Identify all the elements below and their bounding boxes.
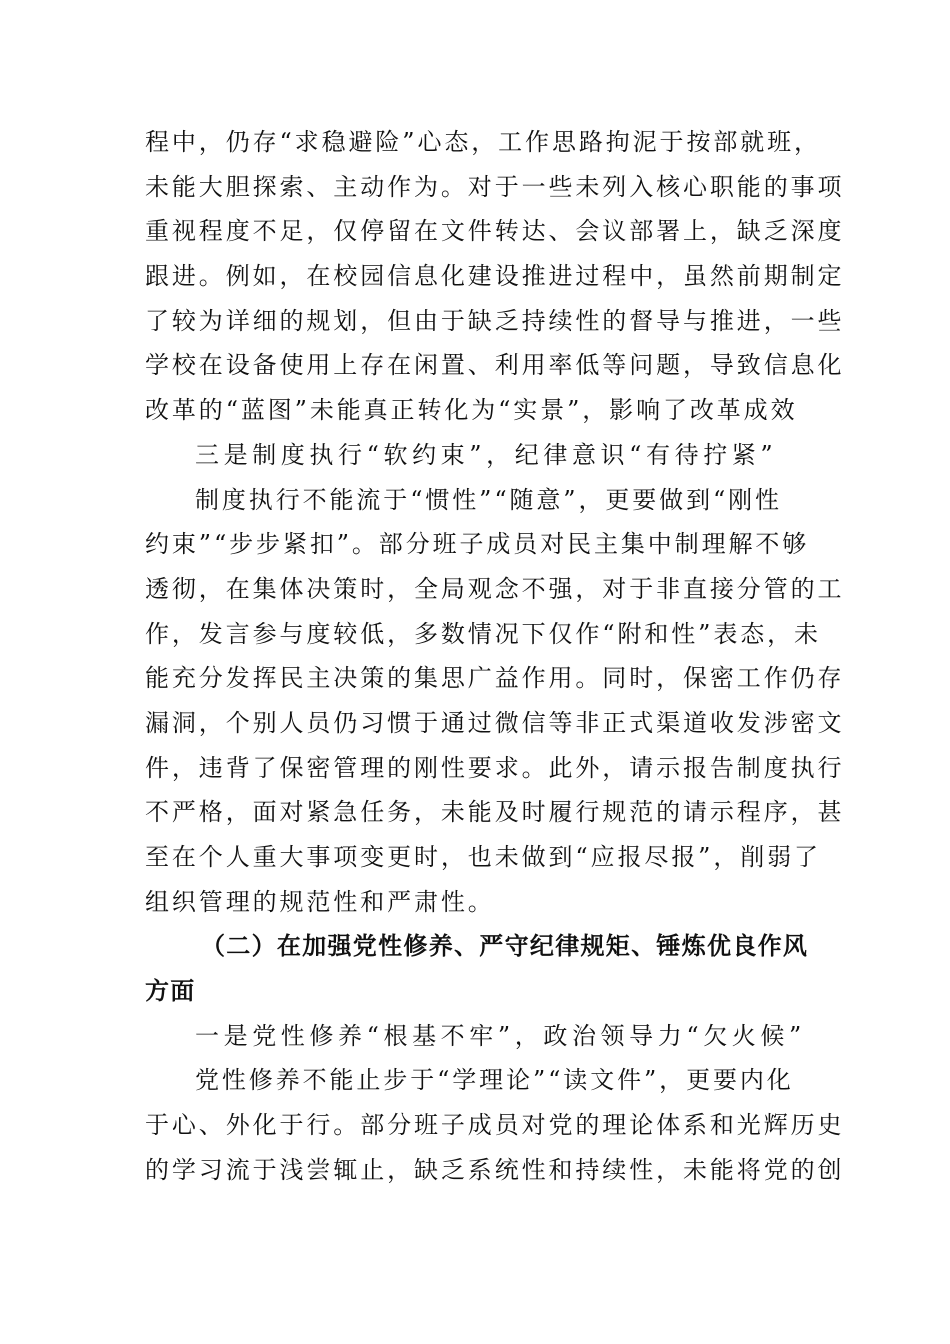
body-line: 未能大胆探索、主动作为。对于一些未列入核心职能的事项 <box>145 172 845 201</box>
body-line: 跟进。例如，在校园信息化建设推进过程中，虽然前期制定 <box>145 262 845 291</box>
body-line: 至在个人重大事项变更时，也未做到“应报尽报”，削弱了 <box>145 843 821 871</box>
body-line: 作，发言参与度较低，多数情况下仅作“附和性”表态，未 <box>145 619 821 648</box>
body-line: 的学习流于浅尝辄止，缺乏系统性和持续性，未能将党的创 <box>145 1155 845 1184</box>
body-line: 程中，仍存“求稳避险”心态，工作思路拘泥于按部就班， <box>145 128 821 156</box>
section-heading-continued: 方面 <box>145 977 196 1006</box>
paragraph-first-line: 党性修养不能止步于“学理论”“读文件”，更要内化 <box>195 1066 794 1095</box>
body-line: 能充分发挥民主决策的集思广益作用。同时，保密工作仍存 <box>145 664 845 693</box>
body-line: 组织管理的规范性和严肃性。 <box>145 887 495 916</box>
paragraph-first-line: 制度执行不能流于“惯性”“随意”，更要做到“刚性 <box>195 485 782 514</box>
body-line: 约束”“步步紧扣”。部分班子成员对民主集中制理解不够 <box>145 530 810 559</box>
body-line: 于心、外化于行。部分班子成员对党的理论体系和光辉历史 <box>145 1111 845 1140</box>
subsection-title: 三是制度执行“软约束”，纪律意识“有待拧紧” <box>195 440 778 469</box>
body-line: 学校在设备使用上存在闲置、利用率低等问题，导致信息化 <box>145 351 845 380</box>
body-line: 不严格，面对紧急任务，未能及时履行规范的请示程序，甚 <box>145 798 845 827</box>
body-line: 件，违背了保密管理的刚性要求。此外，请示报告制度执行 <box>145 753 845 782</box>
body-line: 了较为详细的规划，但由于缺乏持续性的督导与推进，一些 <box>145 306 845 335</box>
body-line: 漏洞，个别人员仍习惯于通过微信等非正式渠道收发涉密文 <box>145 708 845 737</box>
body-line: 重视程度不足，仅停留在文件转达、会议部署上，缺乏深度 <box>145 217 845 246</box>
body-line: 改革的“蓝图”未能真正转化为“实景”，影响了改革成效 <box>145 396 798 425</box>
subsection-title: 一是党性修养“根基不牢”，政治领导力“欠火候” <box>195 1021 806 1050</box>
body-line: 透彻，在集体决策时，全局观念不强，对于非直接分管的工 <box>145 574 845 603</box>
document-body <box>145 120 845 1193</box>
section-heading: （二）在加强党性修养、严守纪律规矩、锤炼优良作风 <box>201 932 809 961</box>
